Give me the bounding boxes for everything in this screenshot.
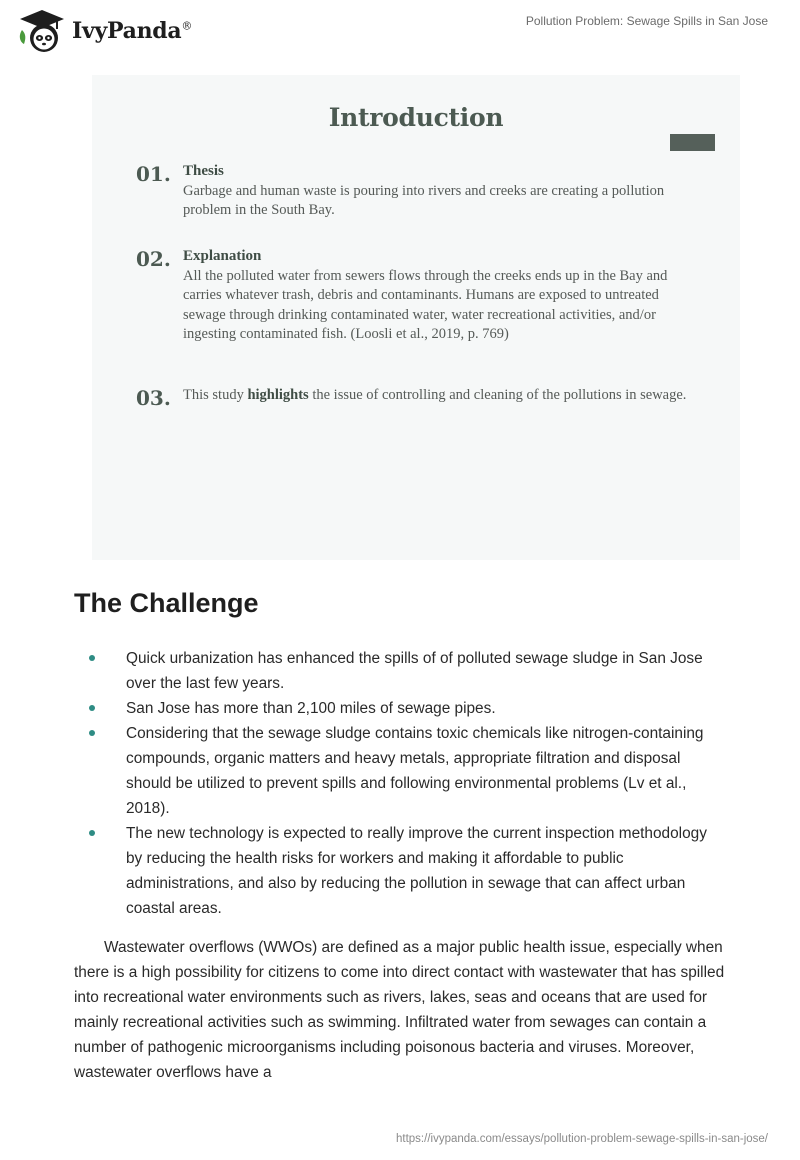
slide-item-heading: Explanation: [183, 248, 262, 264]
list-item: The new technology is expected to really improve the current inspection methodology by reducing the health risks for workers and making it affordable to public administrations, and also by reducing the pollution in sewage that can affect urban coastal areas.: [126, 821, 726, 921]
body-paragraph: Wastewater overflows (WWOs) are defined as a major public health issue, especially when there is a high possibility for citizens to come into direct contact with wastewater that has spilled into recreational water environments such as rivers, lakes, seas and oceans that are used for mainly recreational activities such as swimming. Infiltrated water from sewages can contain a number of pathogenic microorganisms including poisonous bacteria and viruses. Moreover, wastewater overflows have a: [74, 939, 725, 1081]
slide-item-text: This study highlights the issue of controlling and cleaning of the pollutions in sewage.: [183, 387, 687, 403]
slide-item-text: Garbage and human waste is pouring into rivers and creeks are creating a pollution problem in the South Bay.: [183, 182, 665, 218]
slide-item-text: All the polluted water from sewers flows through the creeks ends up in the Bay and carries whatever trash, debris and contaminants. Humans are exposed to untreated sewage through drinking contaminated water, water recreational activities, and/or ingesting contaminated fish. (Loosli et al., 2019, p. 769): [183, 267, 668, 342]
slide-accent-bar: [670, 134, 715, 151]
logo-text: IvyPanda®: [72, 18, 193, 44]
section-title: The Challenge: [74, 588, 259, 618]
slide-item-heading: Thesis: [183, 163, 224, 179]
list-item: San Jose has more than 2,100 miles of sewage pipes.: [126, 696, 726, 721]
document-title: Pollution Problem: Sewage Spills in San Jose: [525, 14, 768, 28]
slide-item-number: 03.: [136, 386, 171, 410]
slide-item-number: 02.: [136, 247, 171, 271]
list-item: Quick urbanization has enhanced the spills of of polluted sewage sludge in San Jose over the last few years.: [126, 646, 726, 696]
slide-title: Introduction: [328, 103, 504, 132]
list-item: Considering that the sewage sludge contains toxic chemicals like nitrogen-containing compounds, organic matters and heavy metals, appropriate filtration and disposal should be utilized to prevent spills and following environmental problems (Lv et al., 2018).: [126, 721, 726, 821]
challenge-bullet-list: [126, 646, 726, 921]
site-logo[interactable]: [16, 8, 192, 54]
slide-item-number: 01.: [136, 162, 171, 186]
slide-image: [92, 75, 740, 560]
source-url-link[interactable]: https://ivypanda.com/essays/pollution-problem-sewage-spills-in-san-jose/: [396, 1133, 768, 1145]
panda-graduate-icon: [16, 8, 68, 54]
